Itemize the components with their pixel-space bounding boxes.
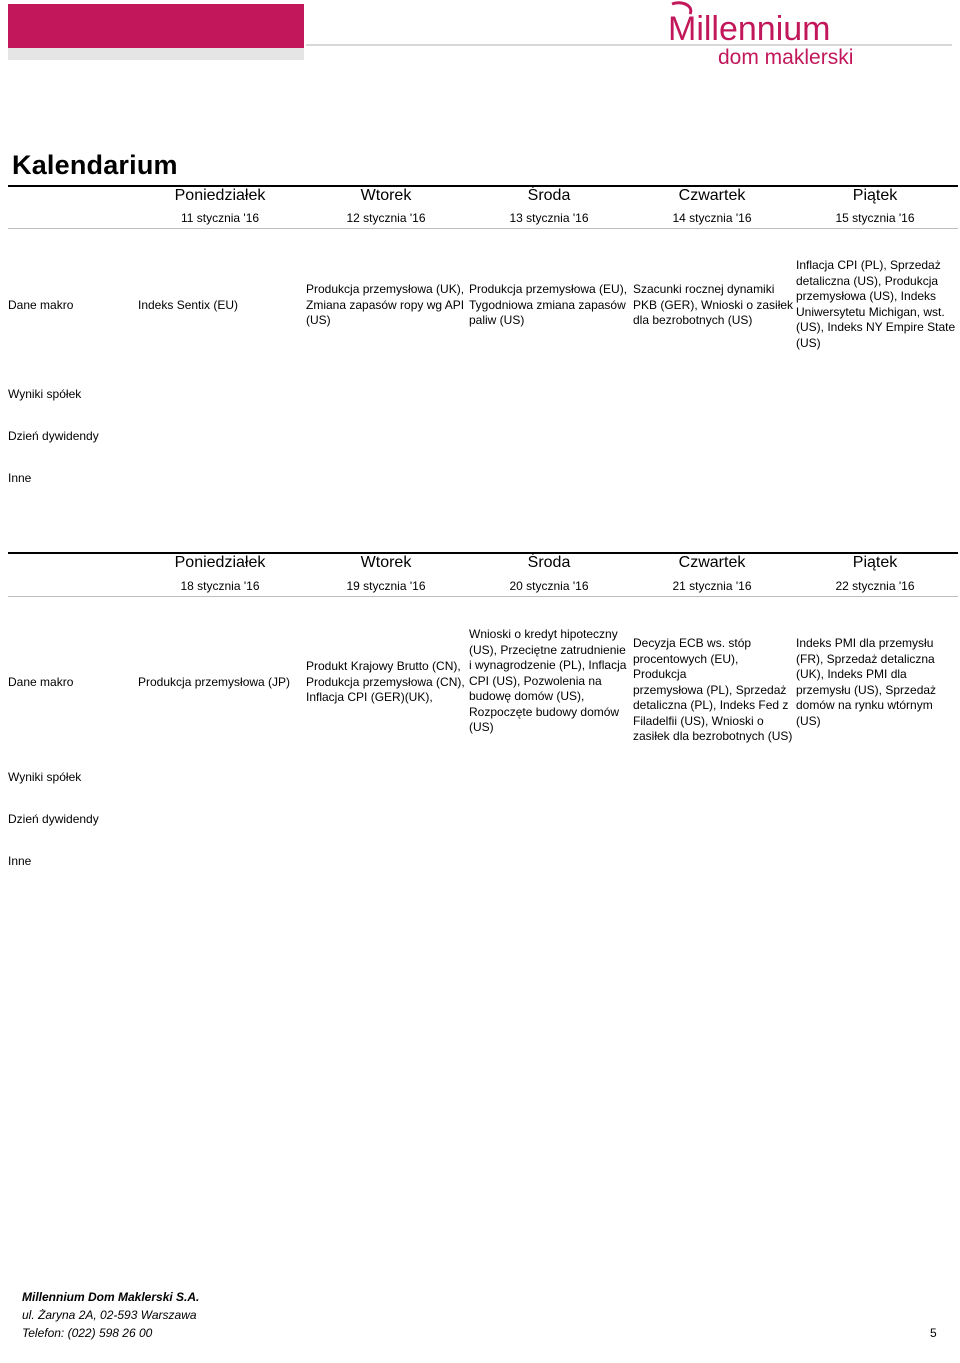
- week2-macro-tue: Produkt Krajowy Brutto (CN), Produkcja przemysłowa (CN), Inflacja CPI (GER)(UK),: [306, 659, 465, 704]
- footer-address: ul. Żaryna 2A, 02-593 Warszawa: [22, 1308, 197, 1322]
- week2-date-fri: 22 stycznia '16: [835, 579, 915, 593]
- week1-day-fri: Piątek: [852, 187, 898, 204]
- week2-day-tue: Wtorek: [360, 554, 412, 571]
- week2-row-label-dividend: Dzień dywidendy: [8, 812, 99, 826]
- page-title: Kalendarium: [12, 150, 178, 180]
- week1-row-label-dividend: Dzień dywidendy: [8, 429, 99, 443]
- week2-day-wed: Środa: [527, 554, 571, 571]
- footer-company: Millennium Dom Maklerski S.A.: [22, 1290, 200, 1304]
- week2-row-label-results: Wyniki spółek: [8, 770, 82, 784]
- page-number: 5: [930, 1326, 937, 1340]
- week1-date-mon: 11 stycznia '16: [180, 211, 260, 225]
- week1-macro-tue: Produkcja przemysłowa (UK), Zmiana zapasów ropy wg API (US): [306, 282, 465, 327]
- week1-row-label-results: Wyniki spółek: [8, 387, 82, 401]
- week2-day-fri: Piątek: [852, 554, 898, 571]
- logo-bottom-text: dom maklerski: [718, 46, 854, 69]
- logo-top-text: Millennium: [668, 10, 831, 48]
- header-pink-bar: [8, 4, 304, 48]
- week2-macro-wed: Wnioski o kredyt hipoteczny (US), Przeciętne zatrudnienie i wynagrodzenie (PL), Inflacja CPI (US), Pozwolenia na budowę domów (US), Rozpoczęte budowy domów (US): [469, 627, 627, 734]
- week1-macro-fri: Inflacja CPI (PL), Sprzedaż detaliczna (US), Produkcja przemysłowa (US), Indeks Uniwersytetu Michigan, wst. (US), Indeks NY Empire State (US): [796, 258, 956, 350]
- week1-date-thu: 14 stycznia '16: [672, 211, 752, 225]
- week2-date-rule: [8, 596, 958, 597]
- week2-date-mon: 18 stycznia '16: [180, 579, 260, 593]
- week1-day-tue: Wtorek: [360, 187, 412, 204]
- week1-macro-wed: Produkcja przemysłowa (EU), Tygodniowa zmiana zapasów paliw (US): [469, 282, 628, 327]
- week2-row-label-other: Inne: [8, 854, 32, 868]
- week2-macro-mon: Produkcja przemysłowa (JP): [138, 675, 291, 689]
- week1-row-label-other: Inne: [8, 471, 32, 485]
- week1-date-tue: 12 stycznia '16: [346, 211, 426, 225]
- week1-day-thu: Czwartek: [678, 187, 746, 204]
- week2-row-label-macro: Dane makro: [8, 675, 74, 689]
- week1-row-label-macro: Dane makro: [8, 298, 74, 312]
- week1-date-rule: [8, 228, 958, 229]
- week2-date-wed: 20 stycznia '16: [509, 579, 589, 593]
- week1-date-fri: 15 stycznia '16: [835, 211, 915, 225]
- millennium-logo: [660, 0, 910, 70]
- footer-phone: Telefon: (022) 598 26 00: [22, 1326, 153, 1340]
- week2-day-thu: Czwartek: [678, 554, 746, 571]
- week2-macro-thu: Decyzja ECB ws. stóp procentowych (EU), Produkcja przemysłowa (PL), Sprzedaż detaliczna (PL), Indeks Fed z Filadelfii (US), Wnioski o zasiłek dla bezrobotnych (US): [633, 636, 793, 743]
- week2-date-tue: 19 stycznia '16: [346, 579, 426, 593]
- week1-macro-thu: Szacunki rocznej dynamiki PKB (GER), Wnioski o zasiłek dla bezrobotnych (US): [633, 282, 794, 327]
- week1-date-wed: 13 stycznia '16: [509, 211, 589, 225]
- week1-macro-mon: Indeks Sentix (EU): [138, 298, 239, 312]
- week2-macro-fri: Indeks PMI dla przemysłu (FR), Sprzedaż detaliczna (UK), Indeks PMI dla przemysłu (US), Sprzedaż domów na rynku wtórnym (US): [796, 636, 937, 728]
- week1-day-wed: Środa: [527, 187, 571, 204]
- week2-date-thu: 21 stycznia '16: [672, 579, 752, 593]
- week2-day-mon: Poniedziałek: [174, 554, 266, 571]
- week1-day-mon: Poniedziałek: [174, 187, 266, 204]
- header-grey-bar: [8, 48, 304, 60]
